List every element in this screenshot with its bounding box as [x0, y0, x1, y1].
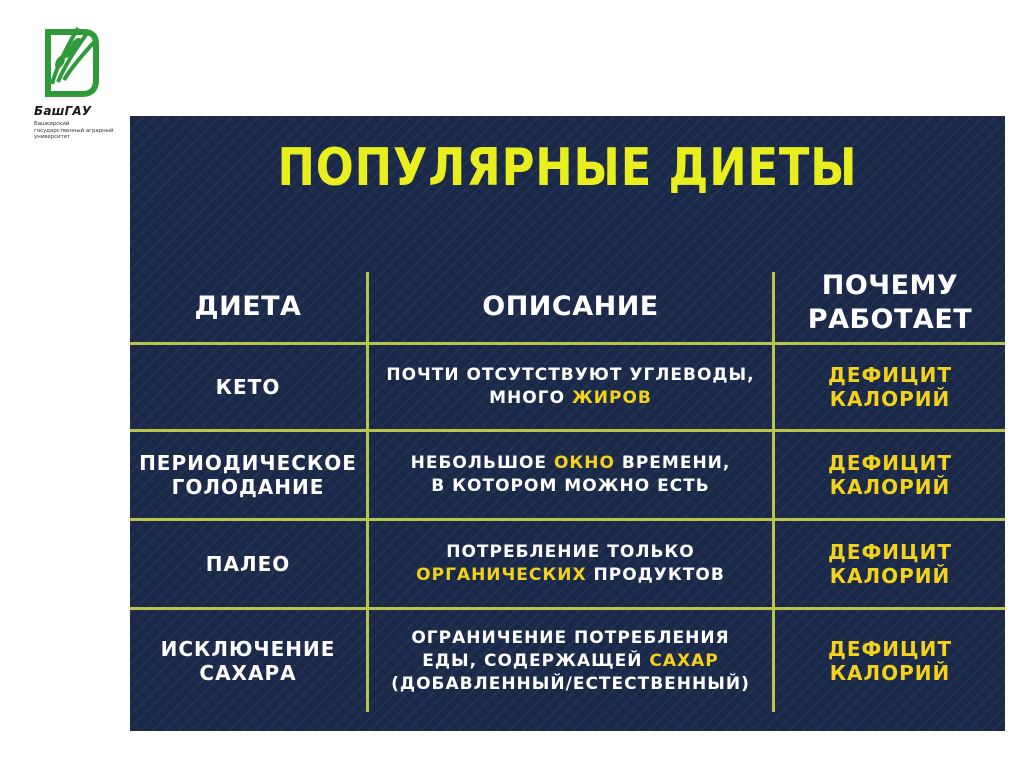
description-line: [489, 387, 652, 410]
description-cell: [369, 345, 772, 429]
logo: [34, 22, 114, 142]
diet-name-line: ПЕРИОДИЧЕСКОЕ: [139, 451, 357, 475]
page-title: ПОПУЛЯРНЫЕ ДИЕТЫ: [277, 138, 858, 198]
description-line: ПОТРЕБЛЕНИЕ ТОЛЬКО: [446, 542, 695, 562]
description-line: [411, 452, 731, 475]
diet-name: ПАЛЕО: [205, 552, 291, 576]
description-highlight: САХАР: [649, 650, 719, 671]
description-text: ЕДЫ, СОДЕРЖАЩЕЙ: [422, 650, 650, 671]
why-line: КАЛОРИЙ: [829, 661, 951, 685]
description-line: ПОЧТИ ОТСУТСТВУЮТ УГЛЕВОДЫ,: [386, 365, 755, 385]
header-why-line1: ПОЧЕМУ: [821, 270, 959, 301]
diet-name-line: ГОЛОДАНИЕ: [171, 475, 325, 499]
diet-name: КЕТО: [215, 375, 281, 399]
description-line: [416, 564, 725, 587]
description-cell: [369, 432, 772, 518]
description-text: НЕБОЛЬШОЕ: [410, 453, 554, 473]
description-line: ОГРАНИЧЕНИЕ ПОТРЕБЛЕНИЯ: [411, 627, 730, 648]
diet-cell-intermittent-fasting: [130, 432, 366, 518]
diets-board: [130, 116, 1005, 731]
why-line: ДЕФИЦИТ: [828, 451, 952, 475]
description-cell: [369, 521, 772, 607]
diet-name-line: САХАРА: [199, 661, 297, 685]
why-line: ДЕФИЦИТ: [828, 540, 952, 564]
description-line: В КОТОРОМ МОЖНО ЕСТЬ: [431, 476, 710, 496]
description-line: (ДОБАВЛЕННЫЙ/ЕСТЕСТВЕННЫЙ): [391, 673, 750, 694]
diet-cell-keto: [130, 345, 366, 429]
header-description-label: ОПИСАНИЕ: [482, 290, 659, 322]
diet-name-line: ИСКЛЮЧЕНИЕ: [160, 637, 336, 661]
why-line: КАЛОРИЙ: [829, 387, 951, 411]
why-line: КАЛОРИЙ: [829, 475, 951, 499]
description-highlight: ОРГАНИЧЕСКИХ: [416, 565, 587, 585]
diet-cell-paleo: [130, 521, 366, 607]
why-cell: [775, 345, 1005, 429]
why-cell: [775, 521, 1005, 607]
logo-subtitle: Башкирский государственный аграрный университет: [34, 121, 114, 140]
description-text: ПРОДУКТОВ: [586, 565, 725, 585]
why-line: КАЛОРИЙ: [829, 564, 951, 588]
diet-cell-sugar-exclusion: [130, 610, 366, 712]
logo-name: БашГАУ: [34, 104, 92, 118]
description-line: [422, 650, 719, 673]
why-line: ДЕФИЦИТ: [828, 363, 952, 387]
header-diet: [130, 272, 366, 340]
wheat-logo-icon: [38, 22, 102, 104]
header-diet-label: ДИЕТА: [194, 290, 302, 322]
why-line: ДЕФИЦИТ: [828, 637, 952, 661]
header-why: [775, 262, 1005, 344]
description-text: МНОГО: [489, 388, 572, 408]
description-cell: [369, 610, 772, 712]
why-cell: [775, 432, 1005, 518]
header-description: [369, 272, 772, 340]
why-cell: [775, 610, 1005, 712]
description-highlight: ОКНО: [553, 453, 615, 473]
description-highlight: ЖИРОВ: [571, 388, 652, 408]
description-text: ВРЕМЕНИ,: [614, 453, 731, 473]
header-why-line2: РАБОТАЕТ: [807, 304, 973, 335]
